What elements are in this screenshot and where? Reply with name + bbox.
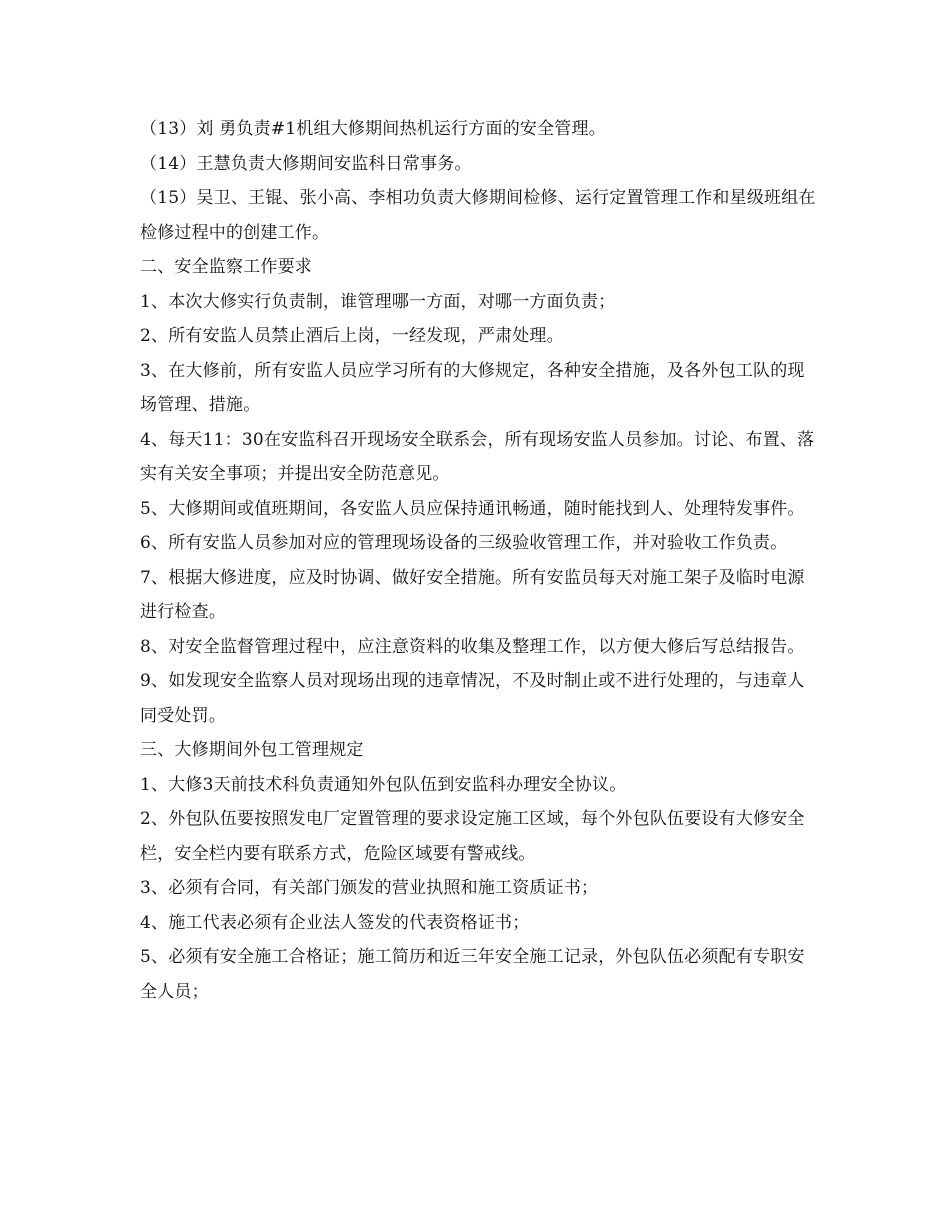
document-body xyxy=(140,112,820,1009)
paragraph-item-15: （15）吴卫、王锟、张小高、李相功负责大修期间检修、运行定置管理工作和星级班组在检修过程中的创建工作。 xyxy=(140,188,816,243)
section-heading-3: 三、大修期间外包工管理规定 xyxy=(140,740,364,760)
contractor-rule-1: 1、大修3天前技术科负责通知外包队伍到安监科办理安全协议。 xyxy=(140,774,627,795)
requirement-item-5: 5、大修期间或值班期间，各安监人员应保持通讯畅通，随时能找到人、处理特发事件。 xyxy=(140,498,805,519)
requirement-item-9: 9、如发现安全监察人员对现场出现的违章情况，不及时制止或不进行处理的，与违章人同受处罚。 xyxy=(140,671,805,726)
requirement-item-7: 7、根据大修进度，应及时协调、做好安全措施。所有安监员每天对施工架子及临时电源进行检查。 xyxy=(140,567,805,622)
requirement-item-2: 2、所有安监人员禁止酒后上岗，一经发现，严肃处理。 xyxy=(140,326,564,346)
requirement-item-3: 3、在大修前，所有安监人员应学习所有的大修规定，各种安全措施，及各外包工队的现场管理、措施。 xyxy=(140,360,805,415)
paragraph-item-14: （14）王慧负责大修期间安监科日常事务。 xyxy=(140,153,472,174)
contractor-rule-5: 5、必须有安全施工合格证；施工简历和近三年安全施工记录，外包队伍必须配有专职安全人员； xyxy=(140,947,805,1002)
contractor-rule-4: 4、施工代表必须有企业法人签发的代表资格证书； xyxy=(140,912,530,933)
contractor-rule-2: 2、外包队伍要按照发电厂定置管理的要求设定施工区域，每个外包队伍要设有大修安全栏，安全栏内要有联系方式，危险区域要有警戒线。 xyxy=(140,809,805,864)
paragraph-item-13: （13）刘 勇负责#1机组大修期间热机运行方面的安全管理。 xyxy=(140,119,606,139)
requirement-item-1: 1、本次大修实行负责制，谁管理哪一方面，对哪一方面负责； xyxy=(140,291,616,312)
contractor-rule-3: 3、必须有合同，有关部门颁发的营业执照和施工资质证书； xyxy=(140,878,599,898)
requirement-item-4: 4、每天11：30在安监科召开现场安全联系会，所有现场安监人员参加。讨论、布置、落实有关安全事项；并提出安全防范意见。 xyxy=(140,429,815,484)
requirement-item-8: 8、对安全监督管理过程中，应注意资料的收集及整理工作，以方便大修后写总结报告。 xyxy=(140,636,805,657)
requirement-item-6: 6、所有安监人员参加对应的管理现场设备的三级验收管理工作，并对验收工作负责。 xyxy=(140,533,788,553)
section-heading-2: 二、安全监察工作要求 xyxy=(140,257,312,277)
